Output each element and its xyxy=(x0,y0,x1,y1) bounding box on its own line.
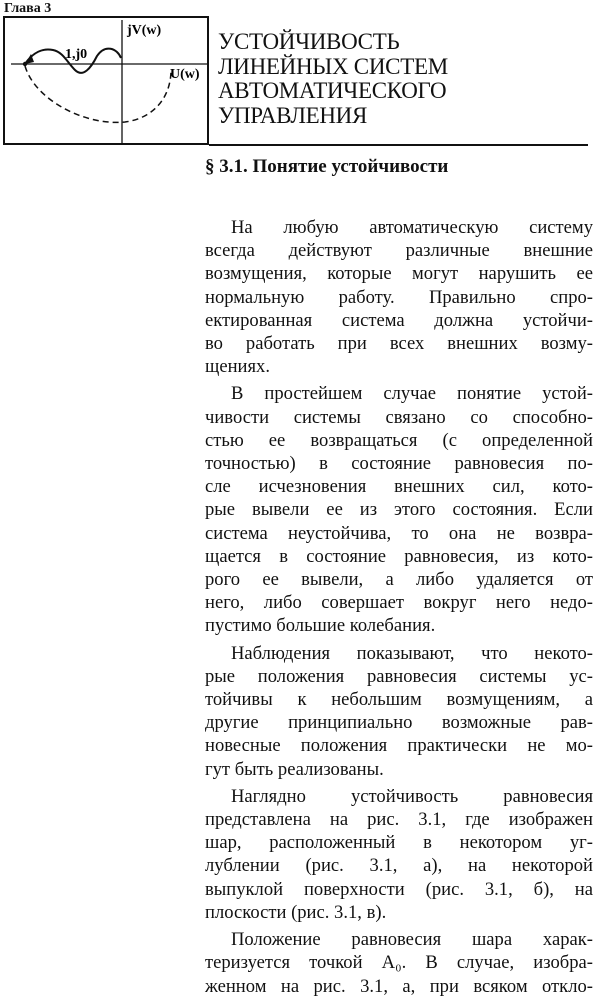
text-line: Положение равновесия шара харак- xyxy=(231,929,593,951)
text-line: Наглядно устойчивость равновесия xyxy=(231,785,593,807)
text-line: щается в состояние равновесия, из кото- xyxy=(205,545,593,567)
text-line: ектированная система должна устойчи- xyxy=(205,309,593,331)
section-heading: § 3.1. Понятие устойчивости xyxy=(205,156,449,177)
paragraph xyxy=(205,785,593,924)
text-line: новесные положения практически не мо- xyxy=(205,735,593,757)
text-line: него, либо совершает вокруг него недо- xyxy=(205,592,593,614)
text-line: щениях. xyxy=(205,356,270,378)
text-line: шар, расположенный в некотором уг- xyxy=(205,832,593,854)
text-line: Наблюдения показывают, что некото- xyxy=(231,642,593,664)
paragraph xyxy=(205,382,593,637)
text-line: система неустойчива, то она не возвра- xyxy=(205,522,593,544)
text-line: выпуклой поверхности (рис. 3.1, б), на xyxy=(205,878,593,900)
chapter-title-line: УСТОЙЧИВОСТЬ xyxy=(218,29,400,54)
text-line: рые положения равновесия системы ус- xyxy=(205,665,593,687)
text-line: во работать при всех внешних возму- xyxy=(205,333,593,355)
text-line: рого ее вывели, а либо удаляется от xyxy=(205,569,593,591)
paragraph xyxy=(205,928,593,998)
text-line: женном на рис. 3.1, а, при всяком откло- xyxy=(205,975,593,997)
text-line: сле исчезновения внешних сил, кото- xyxy=(205,476,593,498)
text-line: точностью) в состояние равновесия по- xyxy=(205,453,593,475)
text-line: стью ее возвращаться (с определенной xyxy=(205,429,593,451)
text-line: лублении (рис. 3.1, а), на некоторой xyxy=(205,855,593,877)
text-line: чивости системы связано со способно- xyxy=(205,406,593,428)
text-line: На любую автоматическую систему xyxy=(231,217,593,238)
u-axis-label: U(w) xyxy=(170,67,200,82)
text-line: В простейшем случае понятие устой- xyxy=(231,383,593,405)
text-line: рые вывели ее из этого состояния. Если xyxy=(205,499,593,521)
body-text xyxy=(205,216,593,1002)
chapter-title-line: ЛИНЕЙНЫХ СИСТЕМ xyxy=(218,53,448,79)
text-line: пустимо большие колебания. xyxy=(205,615,436,637)
text-line: тойчивы к небольшим возмущениям, а xyxy=(205,689,593,711)
text-line: другие принципиально возможные рав- xyxy=(205,712,593,734)
text-line: гут быть реализованы. xyxy=(205,758,384,780)
text-line: теризуется точкой A₀. В случае, изобра- xyxy=(205,952,593,974)
paragraph xyxy=(205,216,593,378)
point-label: 1,j0 xyxy=(65,47,88,62)
text-line: плоскости (рис. 3.1, в). xyxy=(205,901,387,923)
nyquist-plot xyxy=(5,18,211,147)
text-line: нормальную работу. Правильно спро- xyxy=(205,286,593,308)
jv-axis-label: jV(w) xyxy=(127,23,162,38)
chapter-title-line: АВТОМАТИЧЕСКОГО xyxy=(218,78,447,103)
text-line: представлена на рис. 3.1, где изображен xyxy=(205,809,593,831)
text-line: всегда действуют различные внешние xyxy=(205,240,593,262)
header-rule xyxy=(209,144,588,146)
dashed-contour xyxy=(25,66,171,122)
critical-point xyxy=(23,62,27,66)
chapter-title-line: УПРАВЛЕНИЯ xyxy=(218,102,368,128)
text-line: возмущения, которые могут нарушить ее xyxy=(205,263,593,285)
paragraph xyxy=(205,642,593,781)
chapter-figure-box xyxy=(3,16,209,145)
chapter-label: Глава 3 xyxy=(4,1,52,16)
chapter-title xyxy=(218,30,588,128)
